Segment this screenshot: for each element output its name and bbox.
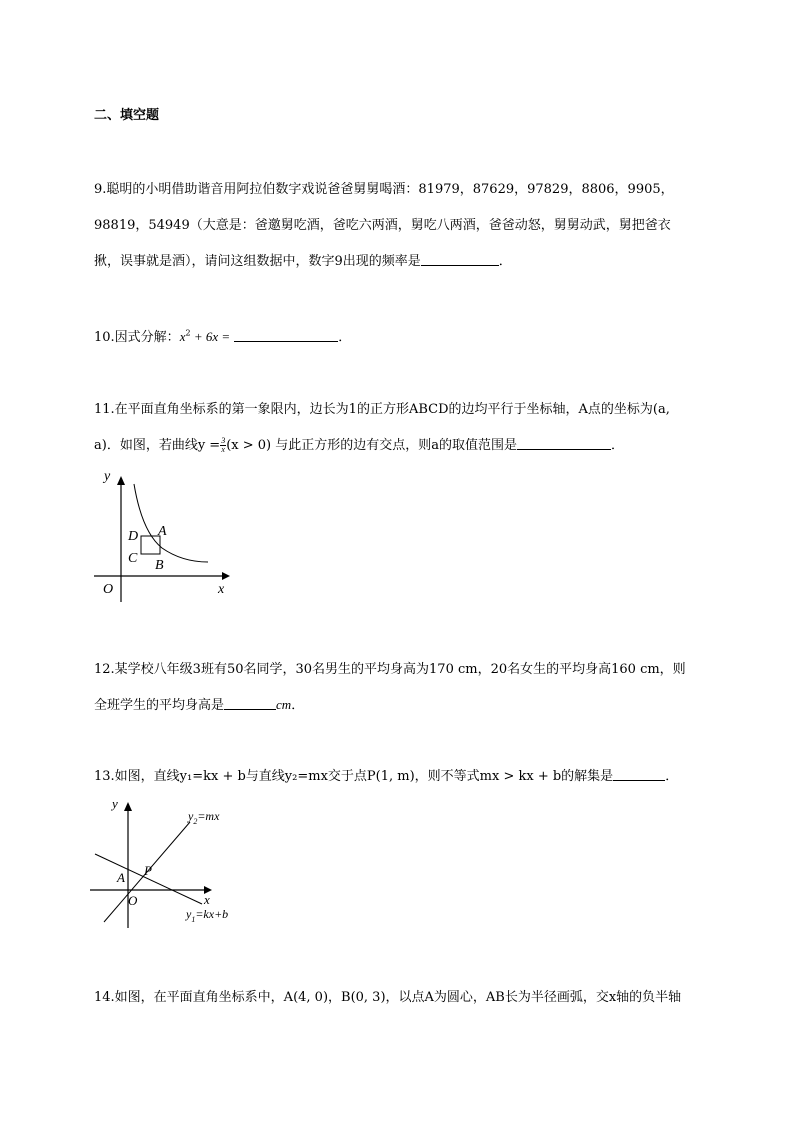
q12-unit: cm	[276, 697, 292, 712]
q13-label-a: A	[117, 870, 125, 885]
q13-text: 13.如图，直线y₁=kx + b与直线y₂=mx交于点P(1, m)，则不等式mx > kx + b的解集是	[94, 769, 614, 784]
q13-y1-sub: 1	[191, 915, 196, 924]
q10-expr-rest: + 6x =	[190, 329, 231, 344]
q11-curve	[134, 484, 208, 562]
q11-frac-den: x	[221, 445, 225, 454]
q11-label-x: x	[218, 582, 225, 597]
q9-line3-text: 揪，误事就是酒），请问这组数据中，数字9出现的频率是	[94, 254, 421, 269]
q13-label-o: O	[128, 893, 138, 908]
q12-line2-pre: 全班学生的平均身高是	[94, 698, 225, 713]
q9-answer-blank[interactable]	[421, 253, 499, 266]
q13-label-y: y	[112, 796, 118, 811]
q13-figure	[90, 792, 250, 932]
q11-y-arrow-icon	[117, 476, 125, 485]
q13-end: ．	[665, 769, 679, 784]
q11-label-d: D	[128, 529, 139, 544]
q13-label-x: x	[204, 892, 210, 907]
q11-line1: 11.在平面直角坐标系的第一象限内，边长为1的正方形ABCD的边均平行于坐标轴，A点的坐标为(a,	[94, 402, 670, 417]
q11-answer-blank[interactable]	[517, 437, 611, 450]
q13-label-p: P	[144, 863, 152, 878]
q11-line2-mid: (x > 0) 与此正方形的边有交点，则a的取值范围是	[226, 438, 517, 453]
q14-line: 14.如图，在平面直角坐标系中，A(4, 0)，B(0, 3)，以点A为圆心，AB长为半径画弧，交x轴的负半轴	[94, 990, 682, 1005]
q13-label-y1	[185, 907, 228, 924]
q11-label-o: O	[103, 582, 114, 597]
q10-line	[94, 326, 351, 345]
q11-label-b: B	[155, 558, 164, 573]
q11-figure	[90, 462, 250, 612]
q13-y2-name: y	[188, 809, 194, 823]
q10-answer-blank[interactable]	[234, 329, 338, 342]
q11-line2	[94, 434, 624, 454]
q13-label-y2	[187, 809, 220, 826]
section-title: 二、填空题	[94, 108, 160, 123]
q10-end: ．	[338, 330, 352, 345]
q13-y1-eq: =kx+b	[195, 907, 229, 921]
q11-x-arrow-icon	[222, 572, 230, 580]
q9-line2: 98819，54949（大意是：爸邀舅吃酒，爸吃六两酒，舅吃八两酒，爸爸动怒，舅舅动武，舅把爸衣	[94, 218, 671, 233]
q11-label-c: C	[128, 551, 138, 566]
q13-y-arrow-icon	[124, 802, 132, 811]
q9-line1: 9.聪明的小明借助谐音用阿拉伯数字戏说爸爸舅舅喝酒：81979，87629，97829，8806，9905，	[94, 182, 674, 197]
q11-frac-num: 3	[221, 436, 226, 445]
q13-line	[94, 765, 678, 784]
q10-expr-x: x	[179, 329, 186, 344]
q10-expr-exp: 2	[185, 328, 191, 338]
q10-prefix: 10.因式分解：	[94, 330, 180, 345]
q9-line3-end: ．	[498, 254, 512, 269]
q11-label-a: A	[158, 524, 167, 539]
q13-y2-eq: =mx	[197, 809, 220, 823]
q12-line2	[94, 694, 304, 713]
q13-line-y1	[95, 854, 202, 904]
q11-line2-end: ．	[611, 438, 625, 453]
q13-answer-blank[interactable]	[613, 768, 665, 781]
q13-y2-sub: 2	[193, 817, 198, 826]
q12-line1: 12.某学校八年级3班有50名同学，30名男生的平均身高为170 cm，20名女生的平均身高160 cm，则	[94, 662, 686, 677]
q9-line3	[94, 250, 512, 269]
q11-label-y: y	[104, 469, 111, 484]
q13-y1-name: y	[186, 907, 192, 921]
q11-line2-pre: a)．如图，若曲线y =	[94, 438, 221, 453]
q12-answer-blank[interactable]	[224, 697, 276, 710]
q12-line2-end: ．	[291, 698, 305, 713]
